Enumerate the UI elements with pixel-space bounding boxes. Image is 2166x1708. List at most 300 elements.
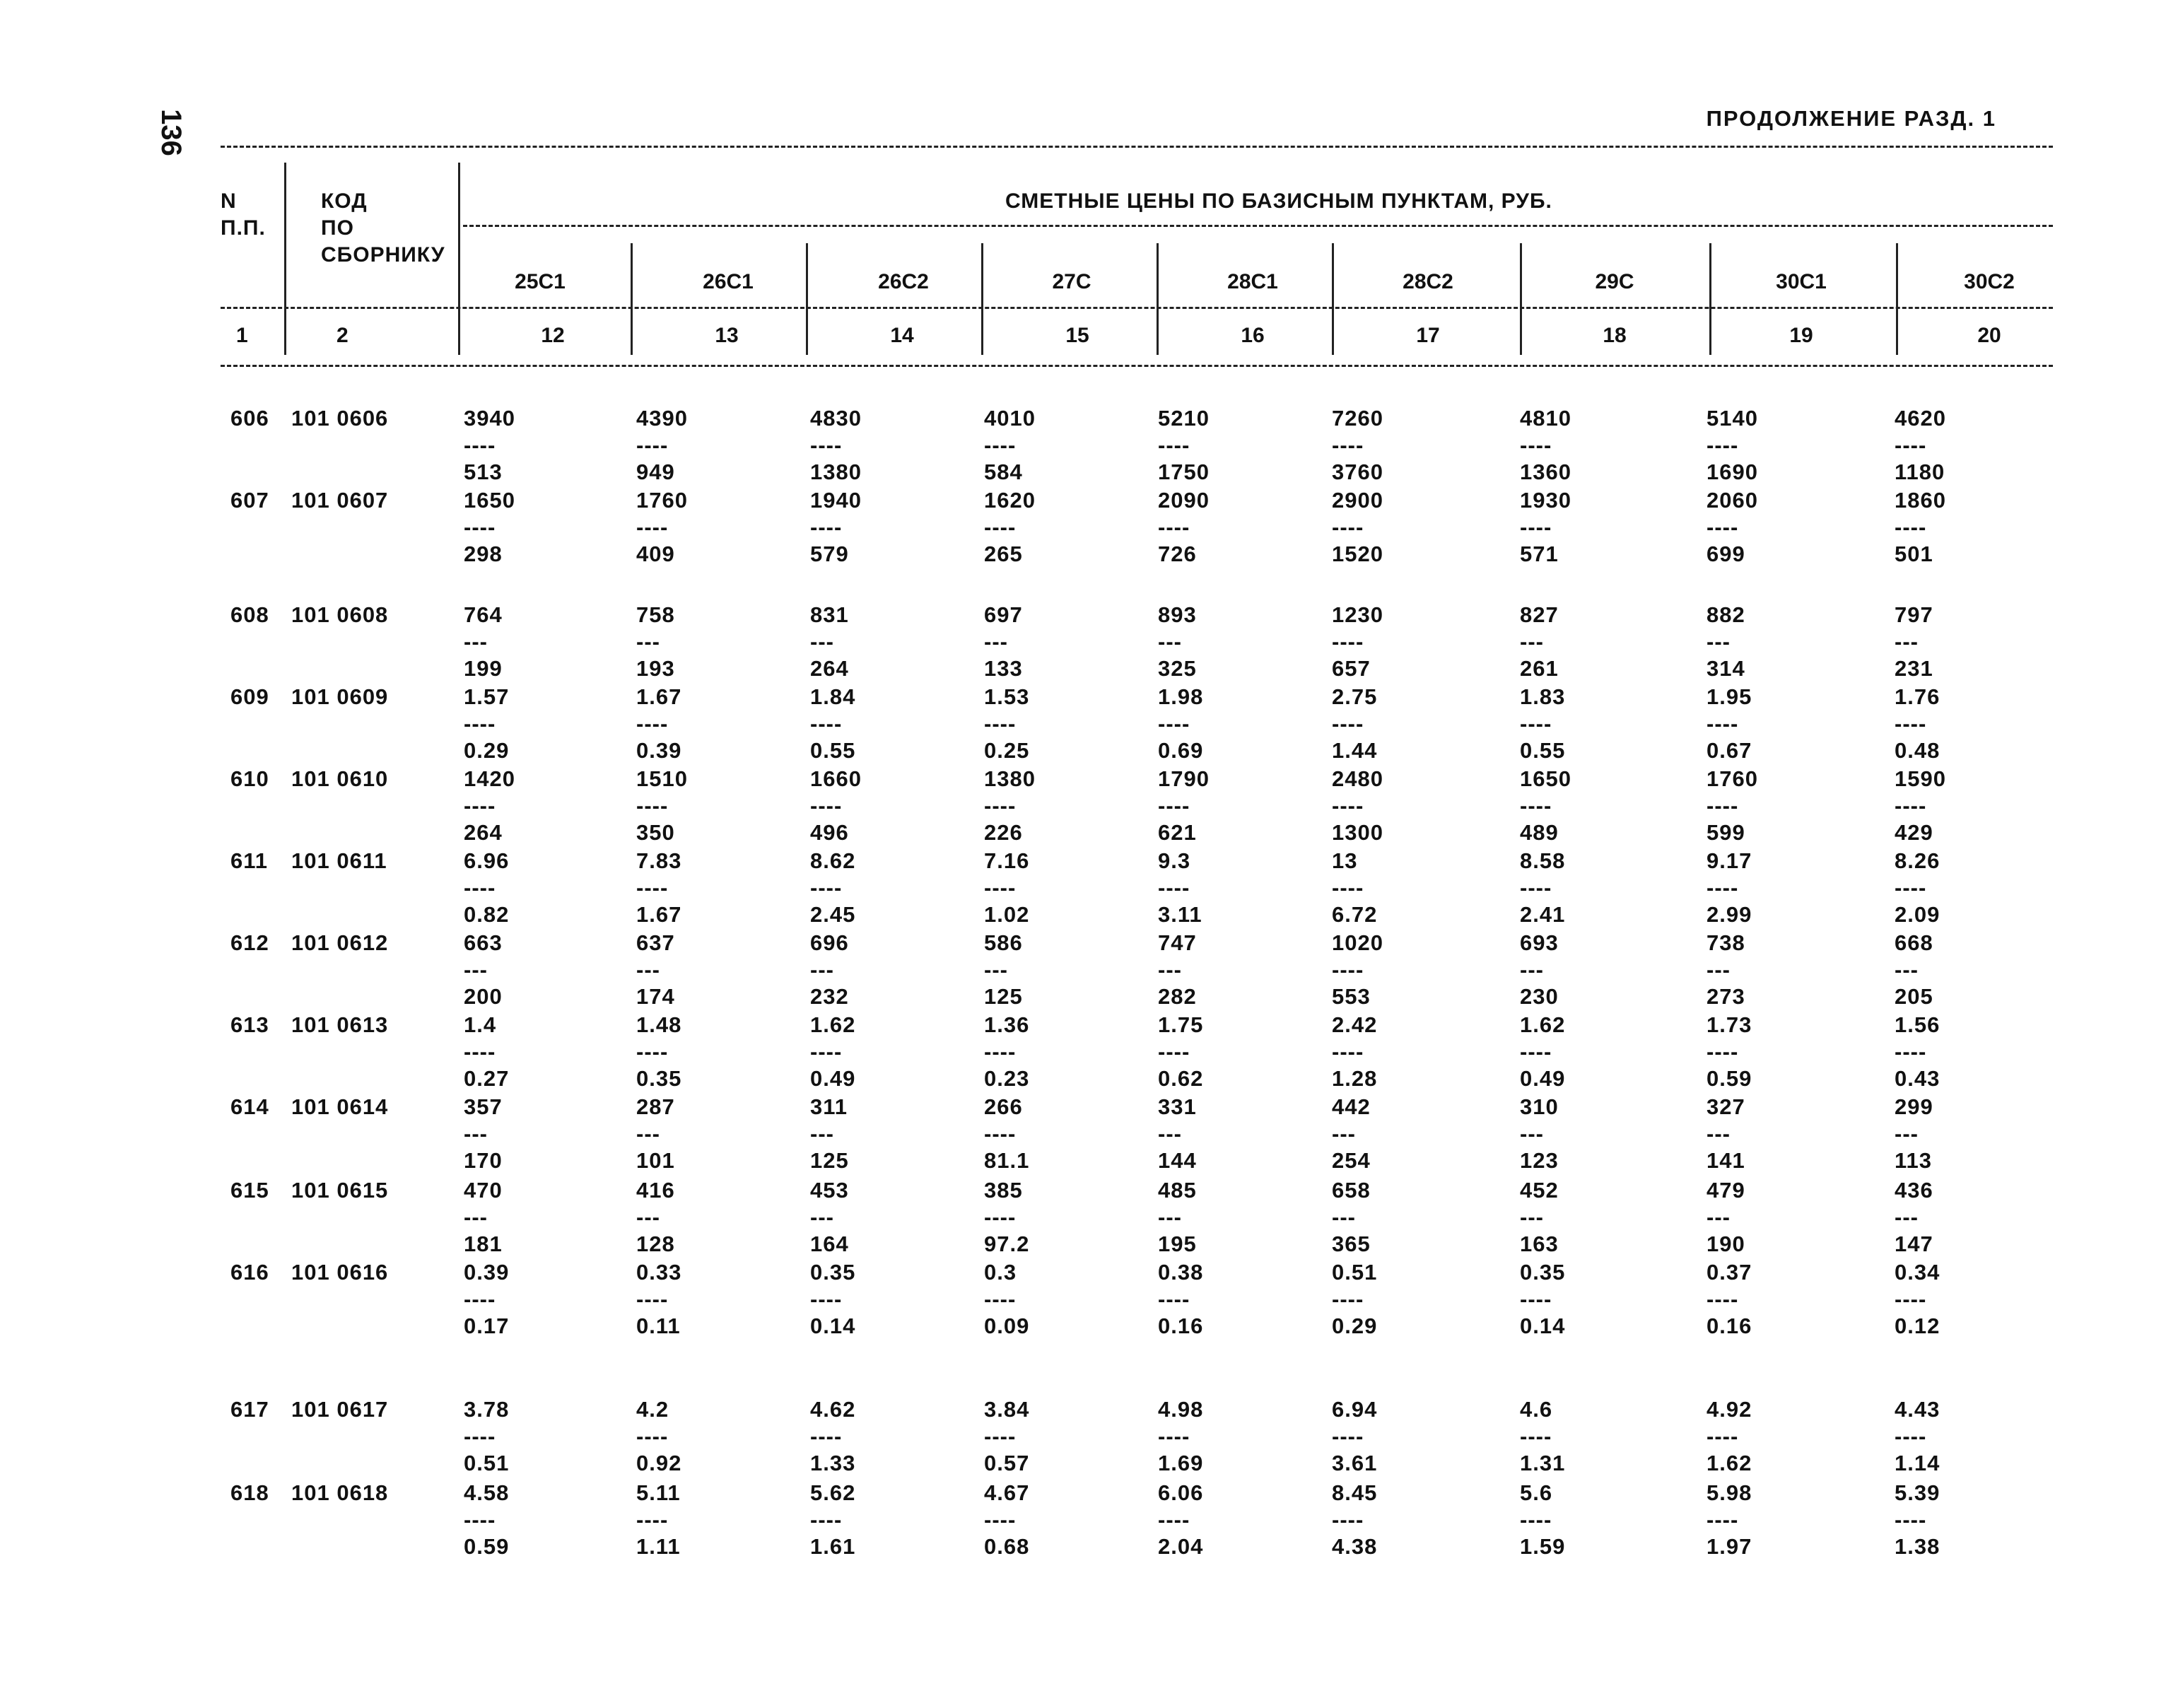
price-numerator: 4.43	[1895, 1397, 1940, 1422]
price-numerator: 1420	[464, 766, 515, 791]
fraction-bar: ---	[1707, 1205, 1731, 1229]
price-denominator: 1750	[1158, 460, 1210, 484]
price-numerator: 1930	[1520, 488, 1571, 513]
price-denominator: 200	[464, 984, 503, 1009]
fraction-bar: ---	[810, 957, 834, 982]
fraction-bar: ----	[984, 1121, 1017, 1146]
row-number: 612	[230, 930, 269, 955]
col-number: 12	[541, 324, 565, 347]
price-numerator: 13	[1332, 848, 1358, 873]
price-denominator: 325	[1158, 656, 1197, 681]
price-denominator: 1180	[1895, 460, 1945, 484]
price-numerator: 1.48	[636, 1012, 682, 1037]
price-denominator: 0.59	[464, 1534, 510, 1559]
fraction-bar: ----	[1895, 1039, 1927, 1064]
fraction-bar: ---	[1158, 1205, 1182, 1229]
price-numerator: 479	[1707, 1178, 1745, 1203]
row-number: 609	[230, 684, 269, 709]
price-denominator: 0.23	[984, 1066, 1030, 1091]
price-denominator: 1.28	[1332, 1066, 1378, 1091]
price-numerator: 637	[636, 930, 675, 955]
price-denominator: 1380	[810, 460, 862, 484]
fraction-bar: ----	[464, 1507, 496, 1532]
col-number: 14	[890, 324, 914, 347]
row-code: 101 0616	[291, 1260, 389, 1285]
price-denominator: 365	[1332, 1232, 1371, 1256]
price-denominator: 0.11	[636, 1314, 681, 1338]
fraction-bar: ---	[1707, 957, 1731, 982]
price-denominator: 0.55	[810, 738, 856, 763]
price-numerator: 7.83	[636, 848, 682, 873]
fraction-bar: ----	[810, 1287, 843, 1311]
price-numerator: 311	[810, 1094, 848, 1119]
price-numerator: 416	[636, 1178, 675, 1203]
price-numerator: 5.62	[810, 1480, 856, 1505]
price-numerator: 1.36	[984, 1012, 1030, 1037]
col-sep-12	[631, 243, 633, 355]
price-denominator: 273	[1707, 984, 1745, 1009]
fraction-bar: ----	[464, 1039, 496, 1064]
price-denominator: 265	[984, 542, 1023, 566]
row-number: 618	[230, 1480, 269, 1505]
price-numerator: 2900	[1332, 488, 1383, 513]
price-denominator: 1.67	[636, 902, 682, 927]
price-denominator: 0.14	[1520, 1314, 1566, 1338]
fraction-bar: ----	[1332, 1287, 1364, 1311]
fraction-bar: ----	[984, 1507, 1017, 1532]
price-numerator: 1020	[1332, 930, 1383, 955]
price-denominator: 0.17	[464, 1314, 510, 1338]
price-numerator: 6.94	[1332, 1397, 1378, 1422]
row-code: 101 0608	[291, 602, 389, 627]
fraction-bar: ----	[1158, 1507, 1190, 1532]
price-numerator: 470	[464, 1178, 503, 1203]
fraction-bar: ----	[636, 793, 669, 818]
fraction-bar: ----	[1520, 1039, 1552, 1064]
price-numerator: 357	[464, 1094, 503, 1119]
price-denominator: 1.59	[1520, 1534, 1566, 1559]
price-denominator: 949	[636, 460, 675, 484]
price-numerator: 4.6	[1520, 1397, 1553, 1422]
col-sep-18	[1709, 243, 1711, 355]
price-numerator: 1.95	[1707, 684, 1752, 709]
price-numerator: 0.33	[636, 1260, 682, 1285]
price-denominator: 261	[1520, 656, 1559, 681]
price-numerator: 893	[1158, 602, 1197, 627]
col-number: 17	[1416, 324, 1440, 347]
fraction-bar: ---	[984, 957, 1008, 982]
price-denominator: 1.97	[1707, 1534, 1752, 1559]
price-denominator: 97.2	[984, 1232, 1030, 1256]
price-denominator: 113	[1895, 1148, 1933, 1173]
price-numerator: 1.62	[1520, 1012, 1566, 1037]
col-sep-13	[806, 243, 808, 355]
header-code-2: ПО	[321, 216, 354, 240]
price-denominator: 0.35	[636, 1066, 682, 1091]
price-numerator: 1940	[810, 488, 862, 513]
fraction-bar: ----	[1158, 1287, 1190, 1311]
fraction-bar: ----	[1520, 515, 1552, 539]
col-number: 19	[1789, 324, 1813, 347]
header-point: 28С1	[1227, 270, 1278, 293]
price-denominator: 3.11	[1158, 902, 1202, 927]
price-denominator: 0.29	[1332, 1314, 1378, 1338]
fraction-bar: ----	[464, 711, 496, 736]
header-code-3: СБОРНИКУ	[321, 243, 445, 267]
price-denominator: 0.82	[464, 902, 510, 927]
col-number: 15	[1065, 324, 1089, 347]
header-bottom-rule	[221, 365, 2053, 367]
page-number: 136	[155, 109, 187, 156]
fraction-bar: ---	[984, 629, 1008, 654]
fraction-bar: ----	[984, 515, 1017, 539]
fraction-bar: ---	[636, 957, 660, 982]
fraction-bar: ----	[1895, 433, 1927, 457]
fraction-bar: ----	[984, 711, 1017, 736]
price-denominator: 1690	[1707, 460, 1758, 484]
row-code: 101 0606	[291, 406, 389, 431]
price-numerator: 758	[636, 602, 675, 627]
price-numerator: 1.57	[464, 684, 510, 709]
fraction-bar: ----	[1707, 1287, 1739, 1311]
price-numerator: 0.37	[1707, 1260, 1752, 1285]
fraction-bar: ---	[1895, 1121, 1919, 1146]
fraction-bar: ---	[636, 629, 660, 654]
price-numerator: 7260	[1332, 406, 1383, 431]
fraction-bar: ----	[1332, 793, 1364, 818]
price-numerator: 8.62	[810, 848, 856, 873]
price-denominator: 314	[1707, 656, 1745, 681]
price-denominator: 1300	[1332, 820, 1383, 845]
price-denominator: 123	[1520, 1148, 1559, 1173]
price-denominator: 513	[464, 460, 503, 484]
price-numerator: 4.62	[810, 1397, 856, 1422]
price-numerator: 2480	[1332, 766, 1383, 791]
row-code: 101 0614	[291, 1094, 389, 1119]
fraction-bar: ----	[810, 711, 843, 736]
price-numerator: 4390	[636, 406, 688, 431]
price-numerator: 882	[1707, 602, 1745, 627]
fraction-bar: ---	[1895, 1205, 1919, 1229]
price-denominator: 0.69	[1158, 738, 1204, 763]
price-denominator: 584	[984, 460, 1023, 484]
price-numerator: 1760	[1707, 766, 1758, 791]
price-numerator: 4.98	[1158, 1397, 1204, 1422]
price-denominator: 128	[636, 1232, 675, 1256]
fraction-bar: ----	[464, 1424, 496, 1449]
price-numerator: 327	[1707, 1094, 1745, 1119]
price-denominator: 144	[1158, 1148, 1197, 1173]
price-denominator: 254	[1332, 1148, 1371, 1173]
price-denominator: 726	[1158, 542, 1197, 566]
row-number: 610	[230, 766, 269, 791]
price-numerator: 696	[810, 930, 849, 955]
header-code-1: КОД	[321, 189, 368, 213]
fraction-bar: ----	[636, 515, 669, 539]
fraction-bar: ----	[984, 875, 1017, 900]
price-numerator: 1660	[810, 766, 862, 791]
fraction-bar: ----	[636, 711, 669, 736]
price-numerator: 1860	[1895, 488, 1946, 513]
price-numerator: 5.98	[1707, 1480, 1752, 1505]
group-rule	[463, 225, 2053, 227]
price-numerator: 827	[1520, 602, 1559, 627]
price-numerator: 1.4	[464, 1012, 497, 1037]
fraction-bar: ---	[810, 1121, 834, 1146]
price-numerator: 2.75	[1332, 684, 1378, 709]
price-numerator: 693	[1520, 930, 1559, 955]
fraction-bar: ---	[1332, 1121, 1356, 1146]
price-denominator: 0.12	[1895, 1314, 1940, 1338]
header-n-1: N	[221, 189, 237, 213]
price-denominator: 199	[464, 656, 503, 681]
fraction-bar: ----	[636, 1287, 669, 1311]
fraction-bar: ----	[1895, 515, 1927, 539]
fraction-bar: ----	[1520, 711, 1552, 736]
price-numerator: 1650	[464, 488, 515, 513]
fraction-bar: ---	[1707, 629, 1731, 654]
fraction-bar: ----	[1895, 793, 1927, 818]
row-number: 614	[230, 1094, 269, 1119]
price-numerator: 8.45	[1332, 1480, 1378, 1505]
price-denominator: 0.16	[1158, 1314, 1204, 1338]
col-sep-16	[1332, 243, 1334, 355]
price-denominator: 0.09	[984, 1314, 1030, 1338]
fraction-bar: ----	[636, 875, 669, 900]
price-denominator: 174	[636, 984, 675, 1009]
price-denominator: 1.61	[810, 1534, 856, 1559]
fraction-bar: ---	[1158, 629, 1182, 654]
row-number: 613	[230, 1012, 269, 1037]
fraction-bar: ----	[464, 515, 496, 539]
fraction-bar: ----	[1895, 1287, 1927, 1311]
price-numerator: 1.75	[1158, 1012, 1204, 1037]
fraction-bar: ----	[1895, 1424, 1927, 1449]
price-denominator: 2.04	[1158, 1534, 1204, 1559]
header-n-2: П.П.	[221, 216, 266, 240]
price-numerator: 1.56	[1895, 1012, 1940, 1037]
fraction-bar: ---	[464, 629, 488, 654]
price-numerator: 9.3	[1158, 848, 1191, 873]
price-denominator: 1.11	[636, 1534, 681, 1559]
price-numerator: 385	[984, 1178, 1023, 1203]
price-denominator: 232	[810, 984, 849, 1009]
fraction-bar: ----	[1707, 875, 1739, 900]
fraction-bar: ----	[464, 793, 496, 818]
header-point: 30С1	[1776, 270, 1827, 293]
price-denominator: 1.14	[1895, 1451, 1940, 1475]
price-numerator: 586	[984, 930, 1023, 955]
price-numerator: 4830	[810, 406, 862, 431]
fraction-bar: ----	[810, 793, 843, 818]
price-numerator: 4810	[1520, 406, 1571, 431]
fraction-bar: ---	[1158, 1121, 1182, 1146]
price-denominator: 193	[636, 656, 675, 681]
row-code: 101 0610	[291, 766, 389, 791]
fraction-bar: ----	[810, 1507, 843, 1532]
fraction-bar: ----	[1707, 711, 1739, 736]
header-point: 28С2	[1403, 270, 1453, 293]
price-numerator: 1590	[1895, 766, 1946, 791]
price-denominator: 0.29	[464, 738, 510, 763]
price-denominator: 3.61	[1332, 1451, 1378, 1475]
row-number: 615	[230, 1178, 269, 1203]
price-numerator: 453	[810, 1178, 849, 1203]
price-denominator: 350	[636, 820, 675, 845]
fraction-bar: ----	[1158, 793, 1190, 818]
price-numerator: 1.53	[984, 684, 1030, 709]
price-numerator: 658	[1332, 1178, 1371, 1203]
price-numerator: 1.62	[810, 1012, 856, 1037]
fraction-bar: ---	[1520, 1121, 1544, 1146]
price-denominator: 298	[464, 542, 503, 566]
fraction-bar: ---	[1158, 957, 1182, 982]
price-numerator: 0.34	[1895, 1260, 1940, 1285]
fraction-bar: ---	[1707, 1121, 1731, 1146]
price-denominator: 0.49	[810, 1066, 856, 1091]
fraction-bar: ----	[464, 1287, 496, 1311]
fraction-bar: ---	[1520, 629, 1544, 654]
fraction-bar: ----	[1332, 1039, 1364, 1064]
price-denominator: 2.45	[810, 902, 856, 927]
fraction-bar: ----	[1520, 1507, 1552, 1532]
price-numerator: 1620	[984, 488, 1036, 513]
price-denominator: 101	[636, 1148, 675, 1173]
price-numerator: 310	[1520, 1094, 1559, 1119]
price-denominator: 0.14	[810, 1314, 856, 1338]
price-numerator: 2.42	[1332, 1012, 1378, 1037]
fraction-bar: ---	[810, 629, 834, 654]
price-denominator: 1.62	[1707, 1451, 1752, 1475]
price-numerator: 299	[1895, 1094, 1933, 1119]
price-denominator: 125	[810, 1148, 849, 1173]
price-denominator: 0.51	[464, 1451, 510, 1475]
col-number: 13	[715, 324, 739, 347]
price-denominator: 489	[1520, 820, 1559, 845]
price-denominator: 231	[1895, 656, 1933, 681]
price-denominator: 164	[810, 1232, 849, 1256]
row-code: 101 0612	[291, 930, 389, 955]
price-denominator: 190	[1707, 1232, 1745, 1256]
price-numerator: 1.98	[1158, 684, 1204, 709]
fraction-bar: ----	[464, 875, 496, 900]
price-denominator: 599	[1707, 820, 1745, 845]
fraction-bar: ----	[1332, 515, 1364, 539]
price-numerator: 697	[984, 602, 1023, 627]
price-denominator: 579	[810, 542, 849, 566]
fraction-bar: ----	[1707, 1507, 1739, 1532]
price-denominator: 0.67	[1707, 738, 1752, 763]
fraction-bar: ----	[1332, 711, 1364, 736]
price-denominator: 3760	[1332, 460, 1383, 484]
price-numerator: 5210	[1158, 406, 1210, 431]
fraction-bar: ---	[636, 1121, 660, 1146]
fraction-bar: ----	[1332, 1507, 1364, 1532]
price-denominator: 1.31	[1520, 1451, 1566, 1475]
price-denominator: 657	[1332, 656, 1371, 681]
fraction-bar: ----	[636, 1507, 669, 1532]
col-number: 1	[236, 324, 249, 347]
fraction-bar: ----	[1158, 1424, 1190, 1449]
price-denominator: 125	[984, 984, 1023, 1009]
fraction-bar: ----	[1158, 711, 1190, 736]
row-code: 101 0609	[291, 684, 389, 709]
price-numerator: 5140	[1707, 406, 1758, 431]
price-numerator: 485	[1158, 1178, 1197, 1203]
price-denominator: 230	[1520, 984, 1559, 1009]
fraction-bar: ----	[810, 875, 843, 900]
continuation-title: ПРОДОЛЖЕНИЕ РАЗД. 1	[1706, 106, 1996, 131]
price-numerator: 4620	[1895, 406, 1946, 431]
price-denominator: 1.44	[1332, 738, 1378, 763]
price-denominator: 0.48	[1895, 738, 1940, 763]
price-numerator: 0.38	[1158, 1260, 1204, 1285]
price-denominator: 163	[1520, 1232, 1559, 1256]
header-point: 27С	[1052, 270, 1091, 293]
header-point: 25С1	[515, 270, 566, 293]
fraction-bar: ----	[984, 793, 1017, 818]
col-number: 2	[336, 324, 349, 347]
row-number: 616	[230, 1260, 269, 1285]
row-code: 101 0615	[291, 1178, 389, 1203]
price-denominator: 205	[1895, 984, 1933, 1009]
price-numerator: 738	[1707, 930, 1745, 955]
fraction-bar: ----	[1158, 433, 1190, 457]
price-denominator: 2.41	[1520, 902, 1566, 927]
fraction-bar: ----	[1332, 1424, 1364, 1449]
price-numerator: 1380	[984, 766, 1036, 791]
fraction-bar: ----	[1158, 875, 1190, 900]
price-denominator: 81.1	[984, 1148, 1030, 1173]
price-denominator: 571	[1520, 542, 1559, 566]
price-denominator: 170	[464, 1148, 503, 1173]
price-numerator: 668	[1895, 930, 1933, 955]
price-denominator: 501	[1895, 542, 1933, 566]
fraction-bar: ----	[636, 433, 669, 457]
price-numerator: 1230	[1332, 602, 1383, 627]
price-denominator: 147	[1895, 1232, 1933, 1256]
fraction-bar: ---	[636, 1205, 660, 1229]
price-numerator: 1.83	[1520, 684, 1566, 709]
price-numerator: 266	[984, 1094, 1023, 1119]
price-numerator: 4.58	[464, 1480, 510, 1505]
price-denominator: 0.16	[1707, 1314, 1752, 1338]
price-denominator: 0.68	[984, 1534, 1030, 1559]
fraction-bar: ---	[464, 1205, 488, 1229]
row-code: 101 0611	[291, 848, 387, 873]
price-numerator: 4.92	[1707, 1397, 1752, 1422]
row-number: 617	[230, 1397, 269, 1422]
price-numerator: 764	[464, 602, 503, 627]
fraction-bar: ----	[1332, 433, 1364, 457]
fraction-bar: ----	[1895, 711, 1927, 736]
fraction-bar: ----	[810, 1424, 843, 1449]
col-sep-14	[981, 243, 983, 355]
price-denominator: 621	[1158, 820, 1197, 845]
col-number: 20	[1977, 324, 2001, 347]
price-denominator: 1520	[1332, 542, 1383, 566]
header-top-rule	[221, 146, 2053, 148]
row-code: 101 0618	[291, 1480, 389, 1505]
header-point: 26С2	[878, 270, 929, 293]
price-denominator: 264	[464, 820, 503, 845]
price-denominator: 1.33	[810, 1451, 856, 1475]
price-denominator: 0.59	[1707, 1066, 1752, 1091]
price-numerator: 1650	[1520, 766, 1571, 791]
col-sep-17	[1520, 243, 1522, 355]
col-sep-code	[458, 163, 460, 355]
price-numerator: 287	[636, 1094, 675, 1119]
